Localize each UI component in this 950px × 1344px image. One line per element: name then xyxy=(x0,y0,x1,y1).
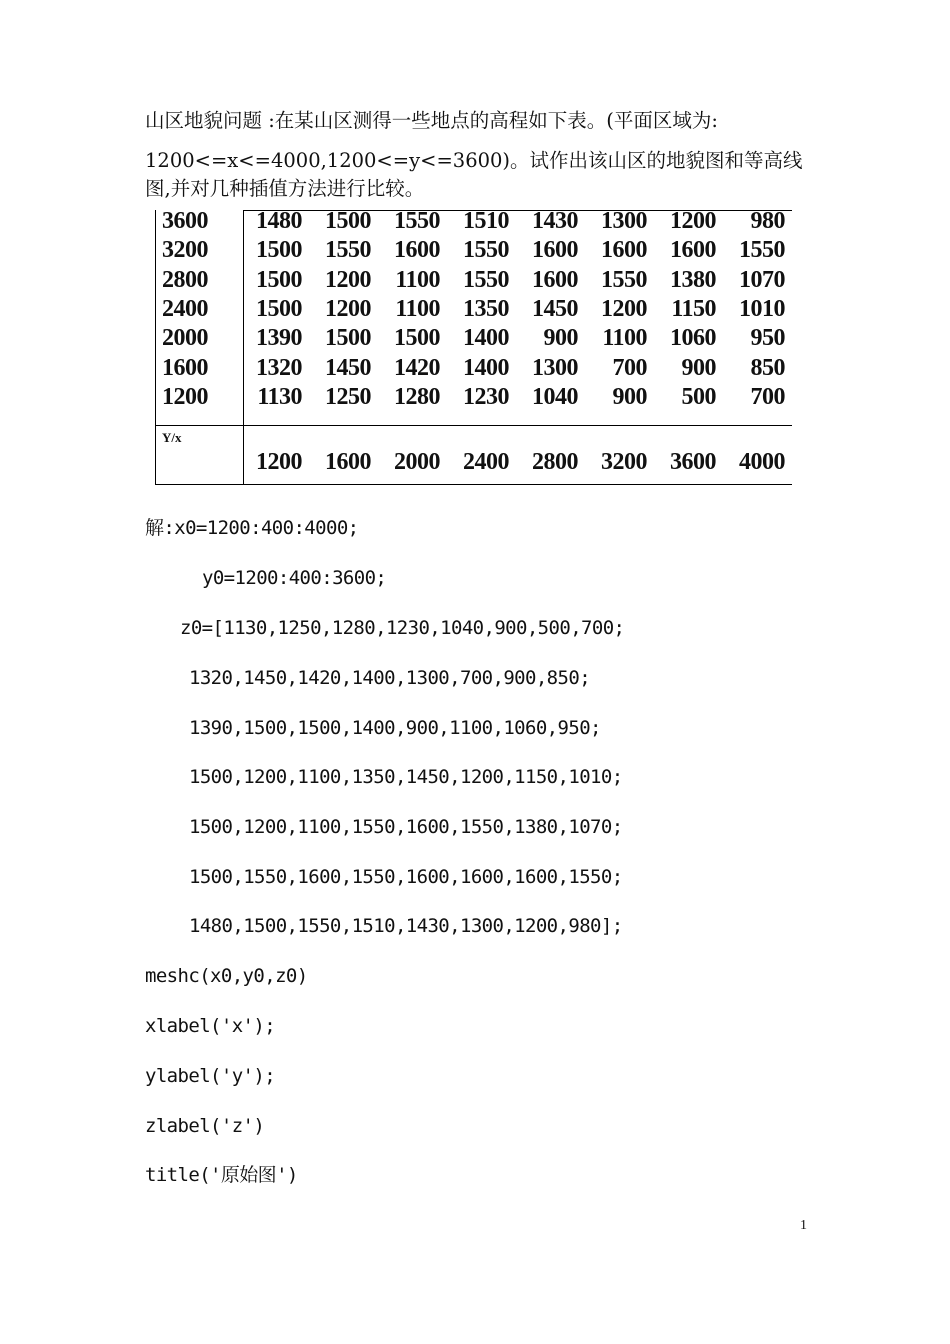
code-line-12: ylabel('y'); xyxy=(145,1065,276,1087)
code-line-10: meshc(x0,y0,z0) xyxy=(145,965,308,987)
table-cell: 1500 xyxy=(325,208,371,234)
table-cell: 500 xyxy=(681,384,716,410)
table-cell: 1070 xyxy=(739,267,785,293)
table-cell: 1550 xyxy=(601,267,647,293)
table-x-value: 1200 xyxy=(256,449,302,475)
intro-line-1: 山区地貌问题 :在某山区测得一些地点的高程如下表。(平面区域为: xyxy=(145,109,718,132)
table-cell: 1130 xyxy=(257,384,302,410)
table-cell: 1200 xyxy=(601,296,647,322)
intro-line-3: 图,并对几种插值方法进行比较。 xyxy=(145,177,425,200)
table-y-label: 2400 xyxy=(162,296,208,322)
table-cell: 1100 xyxy=(395,267,440,293)
table-cell: 1040 xyxy=(532,384,578,410)
table-cell: 1280 xyxy=(394,384,440,410)
code-line-9: 1480,1500,1550,1510,1430,1300,1200,980]; xyxy=(189,915,623,937)
table-cell: 1600 xyxy=(532,237,578,263)
table-cell: 1500 xyxy=(256,237,302,263)
table-cell: 1250 xyxy=(325,384,371,410)
code-line-2: y0=1200:400:3600; xyxy=(202,567,387,589)
table-cell: 1150 xyxy=(671,296,716,322)
table-y-label: 3200 xyxy=(162,237,208,263)
table-cell: 900 xyxy=(612,384,647,410)
table-cell: 1230 xyxy=(463,384,509,410)
table-cell: 1390 xyxy=(256,325,302,351)
table-cell: 1500 xyxy=(256,296,302,322)
code-line-5: 1390,1500,1500,1400,900,1100,1060,950; xyxy=(189,717,601,739)
table-cell: 700 xyxy=(750,384,785,410)
table-cell: 1500 xyxy=(394,325,440,351)
table-row-divider xyxy=(155,425,792,426)
table-cell: 1060 xyxy=(670,325,716,351)
table-cell: 700 xyxy=(612,355,647,381)
table-cell: 1400 xyxy=(463,325,509,351)
code-line-11: xlabel('x'); xyxy=(145,1015,276,1037)
table-cell: 1350 xyxy=(463,296,509,322)
table-y-label: 2000 xyxy=(162,325,208,351)
table-cell: 1300 xyxy=(601,208,647,234)
code-line-1: 解:x0=1200:400:4000; xyxy=(145,517,359,539)
table-cell: 1510 xyxy=(463,208,509,234)
table-cell: 900 xyxy=(543,325,578,351)
table-cell: 1300 xyxy=(532,355,578,381)
table-x-value: 3200 xyxy=(601,449,647,475)
table-cell: 1320 xyxy=(256,355,302,381)
table-cell: 1550 xyxy=(739,237,785,263)
table-cell: 1550 xyxy=(325,237,371,263)
table-cell: 850 xyxy=(750,355,785,381)
table-x-value: 4000 xyxy=(739,449,785,475)
table-cell: 1500 xyxy=(325,325,371,351)
table-cell: 1100 xyxy=(602,325,647,351)
table-cell: 1600 xyxy=(394,237,440,263)
table-cell: 1200 xyxy=(670,208,716,234)
page-number: 1 xyxy=(800,1218,807,1233)
table-cell: 1010 xyxy=(739,296,785,322)
table-y-label: 1600 xyxy=(162,355,208,381)
intro-line-2: 1200<=x<=4000,1200<=y<=3600)。试作出该山区的地貌图和等高线 xyxy=(145,149,803,172)
table-cell: 1480 xyxy=(256,208,302,234)
table-cell: 1600 xyxy=(670,237,716,263)
table-cell: 1100 xyxy=(395,296,440,322)
table-cell: 1200 xyxy=(325,267,371,293)
table-cell: 1420 xyxy=(394,355,440,381)
table-y-label: 3600 xyxy=(162,208,208,234)
table-cell: 1380 xyxy=(670,267,716,293)
table-cell: 1200 xyxy=(325,296,371,322)
table-cell: 980 xyxy=(750,208,785,234)
table-cell: 1550 xyxy=(463,267,509,293)
table-cell: 1600 xyxy=(532,267,578,293)
table-cell: 1550 xyxy=(463,237,509,263)
table-y-label: 1200 xyxy=(162,384,208,410)
code-line-3: z0=[1130,1250,1280,1230,1040,900,500,700; xyxy=(180,617,625,639)
table-cell: 950 xyxy=(750,325,785,351)
table-cell: 1600 xyxy=(601,237,647,263)
code-line-6: 1500,1200,1100,1350,1450,1200,1150,1010; xyxy=(189,766,623,788)
table-cell: 1550 xyxy=(394,208,440,234)
table-x-value: 2800 xyxy=(532,449,578,475)
code-line-13: zlabel('z') xyxy=(145,1115,265,1137)
code-line-8: 1500,1550,1600,1550,1600,1600,1600,1550; xyxy=(189,866,623,888)
table-cell: 1450 xyxy=(325,355,371,381)
table-cell: 1400 xyxy=(463,355,509,381)
table-cell: 1450 xyxy=(532,296,578,322)
table-x-value: 1600 xyxy=(325,449,371,475)
code-line-4: 1320,1450,1420,1400,1300,700,900,850; xyxy=(189,667,591,689)
table-y-label: 2800 xyxy=(162,267,208,293)
table-x-value: 2400 xyxy=(463,449,509,475)
table-cell: 1500 xyxy=(256,267,302,293)
table-corner-label: Y/x xyxy=(162,430,182,445)
table-x-value: 2000 xyxy=(394,449,440,475)
table-cell: 1430 xyxy=(532,208,578,234)
table-x-value: 3600 xyxy=(670,449,716,475)
code-line-7: 1500,1200,1100,1550,1600,1550,1380,1070; xyxy=(189,816,623,838)
code-line-14: title('原始图') xyxy=(145,1164,298,1186)
table-cell: 900 xyxy=(681,355,716,381)
